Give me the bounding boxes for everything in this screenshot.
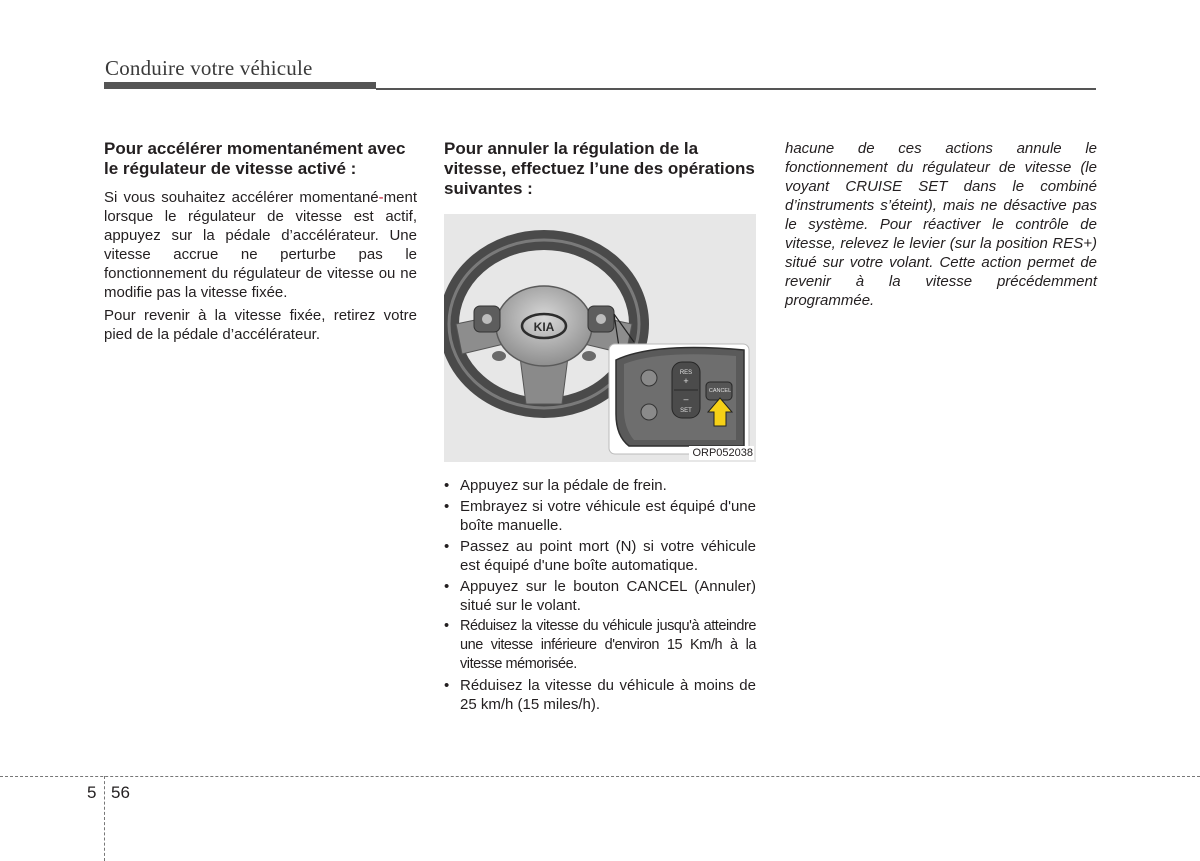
- cancel-label: CANCEL: [708, 388, 732, 394]
- section-heading-cancel: Pour annuler la régulation de la vitesse, effectuez l’une des opérations suivantes :: [444, 139, 755, 198]
- list-item: • Réduisez la vitesse du véhicule jusqu'à atteindre une vitesse inférieure d'environ 15 Km/h à la vitesse mémorisée.: [444, 617, 756, 674]
- paragraph-return-speed: Pour revenir à la vitesse fixée, retirez votre pied de la pédale d’accélérateur.: [104, 307, 417, 343]
- column-middle: [444, 139, 756, 716]
- header-rule-thin: [376, 88, 1096, 90]
- steering-wheel-figure: [444, 214, 756, 462]
- list-item: • Réduisez la vitesse du véhicule à moins de 25 km/h (15 miles/h).: [444, 676, 756, 714]
- column-right: [785, 139, 1097, 310]
- set-label: SET: [680, 408, 692, 414]
- footer-divider: [0, 776, 1200, 777]
- minus-label: –: [683, 394, 689, 404]
- paragraph-accelerate-part2: ment lorsque le régulateur de vitesse est actif, appuyez sur la pédale d’accélérateur. Une vitesse accrue ne perturbe pas le fonctionnement du régulateur de vitesse ou ne modifie pas la vitesse fixée.: [104, 189, 417, 301]
- page-number: 56: [111, 783, 130, 802]
- cancel-methods-list: [444, 476, 756, 714]
- paragraph-accelerate: [104, 188, 417, 302]
- res-label: RES: [679, 370, 693, 376]
- plus-label: +: [683, 376, 689, 386]
- paragraph-cancel-note: hacune de ces actions annule le fonctionnement du régulateur de vitesse (le voyant CRUISE SET dans le combiné d’instruments s’éteint), mais ne désactive pas le système. Pour réactiver le contrôle de vitesse, relevez le levier (sur la position RES+) situé sur votre volant. Cette action permet de revenir à la vitesse précédemment programmée.: [785, 140, 1097, 309]
- list-item: • Embrayez si votre véhicule est équipé d'une boîte manuelle.: [444, 497, 756, 535]
- column-left: [104, 139, 417, 348]
- list-item: • Appuyez sur le bouton CANCEL (Annuler) situé sur le volant.: [444, 577, 756, 615]
- paragraph-accelerate-part1: Si vous souhaitez accélérer momentané: [104, 189, 379, 206]
- header-rule-thick: [104, 82, 376, 89]
- hyphen-mark: -: [378, 189, 384, 206]
- kia-logo-text: KIA: [533, 320, 555, 334]
- page-header-title: Conduire votre véhicule: [105, 56, 313, 80]
- list-item: • Passez au point mort (N) si votre véhicule est équipé d'une boîte automatique.: [444, 537, 756, 575]
- section-heading-accelerate: Pour accélérer momentanément avec le régulateur de vitesse activé :: [104, 139, 406, 178]
- footer-vertical-divider: [104, 776, 105, 861]
- list-item: • Appuyez sur la pédale de frein.: [444, 476, 756, 495]
- figure-code: ORP052038: [689, 446, 754, 460]
- chapter-number: 5: [87, 783, 97, 802]
- steering-wheel-illustration: [444, 214, 756, 462]
